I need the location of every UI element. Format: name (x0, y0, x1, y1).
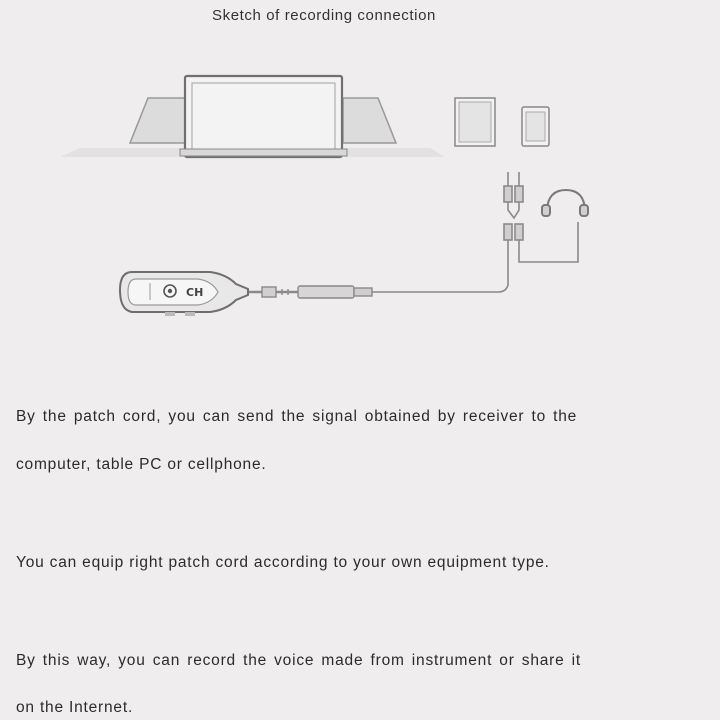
paragraph-patch-cord-line1: By the patch cord, you can send the signal obtained by receiver to the (16, 408, 578, 425)
tablet-icon (455, 98, 495, 146)
splitter-cable-icon (372, 172, 578, 292)
laptop-icon (60, 76, 445, 157)
paragraph-patch-cord-line2: computer, table PC or cellphone. (16, 456, 267, 473)
audio-plug-icon (248, 286, 372, 298)
paragraph-record-line2: on the Internet. (16, 699, 134, 716)
sketch-title: Sketch of recording connection (212, 7, 436, 24)
svg-text:CH: CH (186, 286, 204, 299)
cellphone-icon (522, 107, 549, 146)
receiver-device-icon (120, 272, 248, 316)
paragraph-equip-cord: You can equip right patch cord according to your own equipment type. (16, 554, 550, 571)
headphones-icon (542, 190, 588, 216)
paragraph-record-line1: By this way, you can record the voice made from instrument or share it (16, 652, 581, 669)
